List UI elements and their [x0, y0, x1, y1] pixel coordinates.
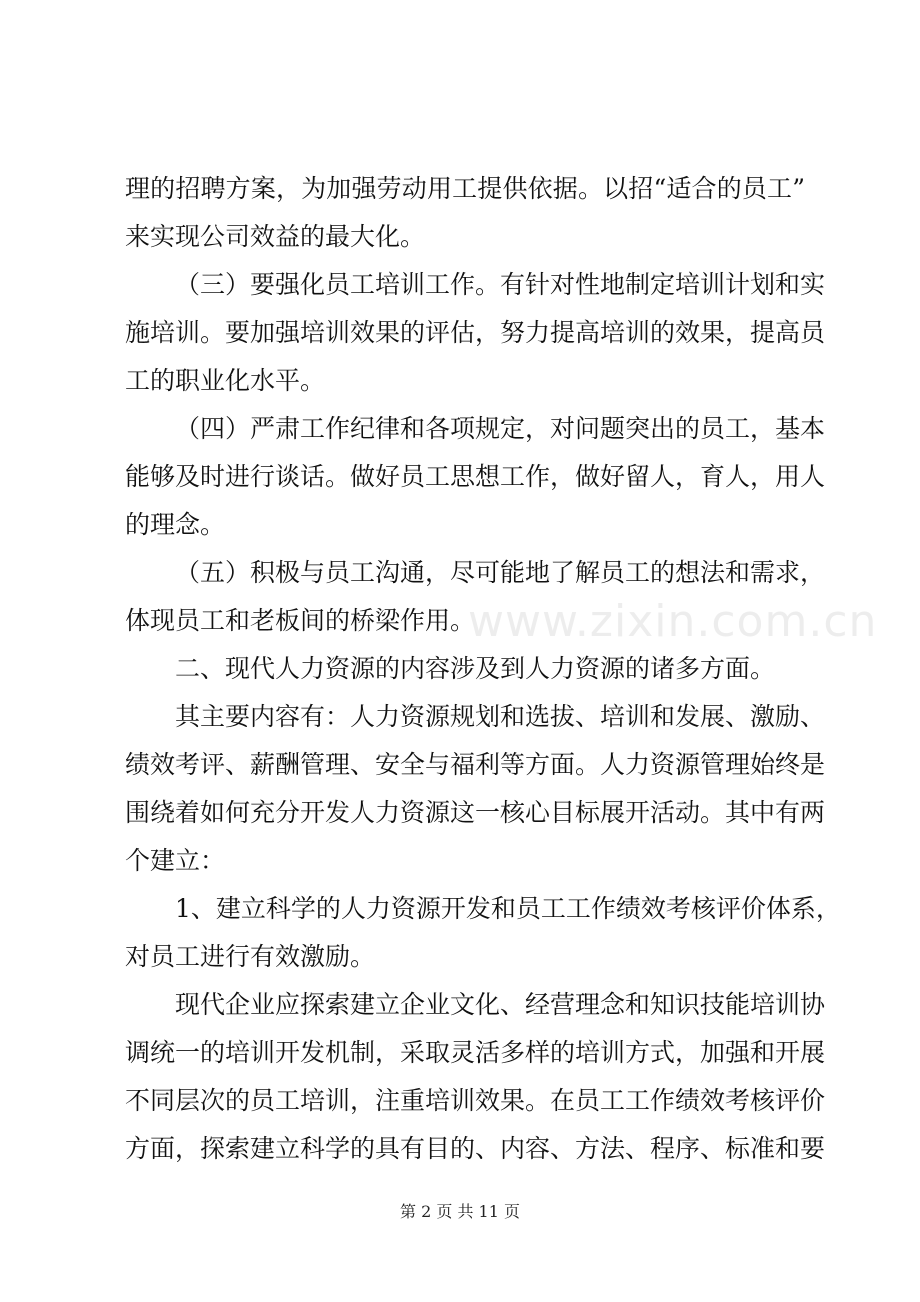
text-line: 个建立：: [125, 846, 226, 875]
text-line: 能够及时进行谈话。做好员工思想工作，做好留人，育人，用人: [125, 462, 826, 491]
text-line: 二、现代人力资源的内容涉及到人力资源的诸多方面。: [175, 654, 776, 683]
text-line: 对员工进行有效激励。: [125, 942, 376, 971]
text-line: （三）要强化员工培训工作。有针对性地制定培训计划和实: [175, 270, 826, 299]
text-line: 方面，探索建立科学的具有目的、内容、方法、程序、标准和要: [125, 1134, 826, 1163]
text-line: 1、建立科学的人力资源开发和员工工作绩效考核评价体系，: [175, 894, 841, 923]
text-line: 现代企业应探索建立企业文化、经营理念和知识技能培训协: [175, 990, 826, 1019]
text-line: 施培训。要加强培训效果的评估，努力提高培训的效果，提高员: [125, 318, 826, 347]
text-line: 绩效考评、薪酬管理、安全与福利等方面。人力资源管理始终是: [125, 750, 826, 779]
text-line: 调统一的培训开发机制，采取灵活多样的培训方式，加强和开展: [125, 1038, 826, 1067]
text-line: 体现员工和老板间的桥梁作用。: [125, 606, 476, 635]
text-line: 的理念。: [125, 510, 226, 539]
text-line: 理的招聘方案，为加强劳动用工提供依据。以招“适合的员工”: [125, 174, 805, 203]
text-line: 来实现公司效益的最大化。: [125, 222, 426, 251]
text-line: 工的职业化水平。: [125, 366, 326, 395]
text-line: （五）积极与员工沟通，尽可能地了解员工的想法和需求，: [175, 558, 826, 587]
watermark: www.zixin.com.cn: [468, 596, 878, 647]
text-line: 其主要内容有：人力资源规划和选拔、培训和发展、激励、: [175, 702, 826, 731]
page-footer: 第 2 页 共 11 页: [400, 1202, 520, 1221]
text-line: 不同层次的员工培训，注重培训效果。在员工工作绩效考核评价: [125, 1086, 826, 1115]
text-line: （四）严肃工作纪律和各项规定，对问题突出的员工，基本: [175, 414, 826, 443]
text-line: 围绕着如何充分开发人力资源这一核心目标展开活动。其中有两: [125, 798, 826, 827]
